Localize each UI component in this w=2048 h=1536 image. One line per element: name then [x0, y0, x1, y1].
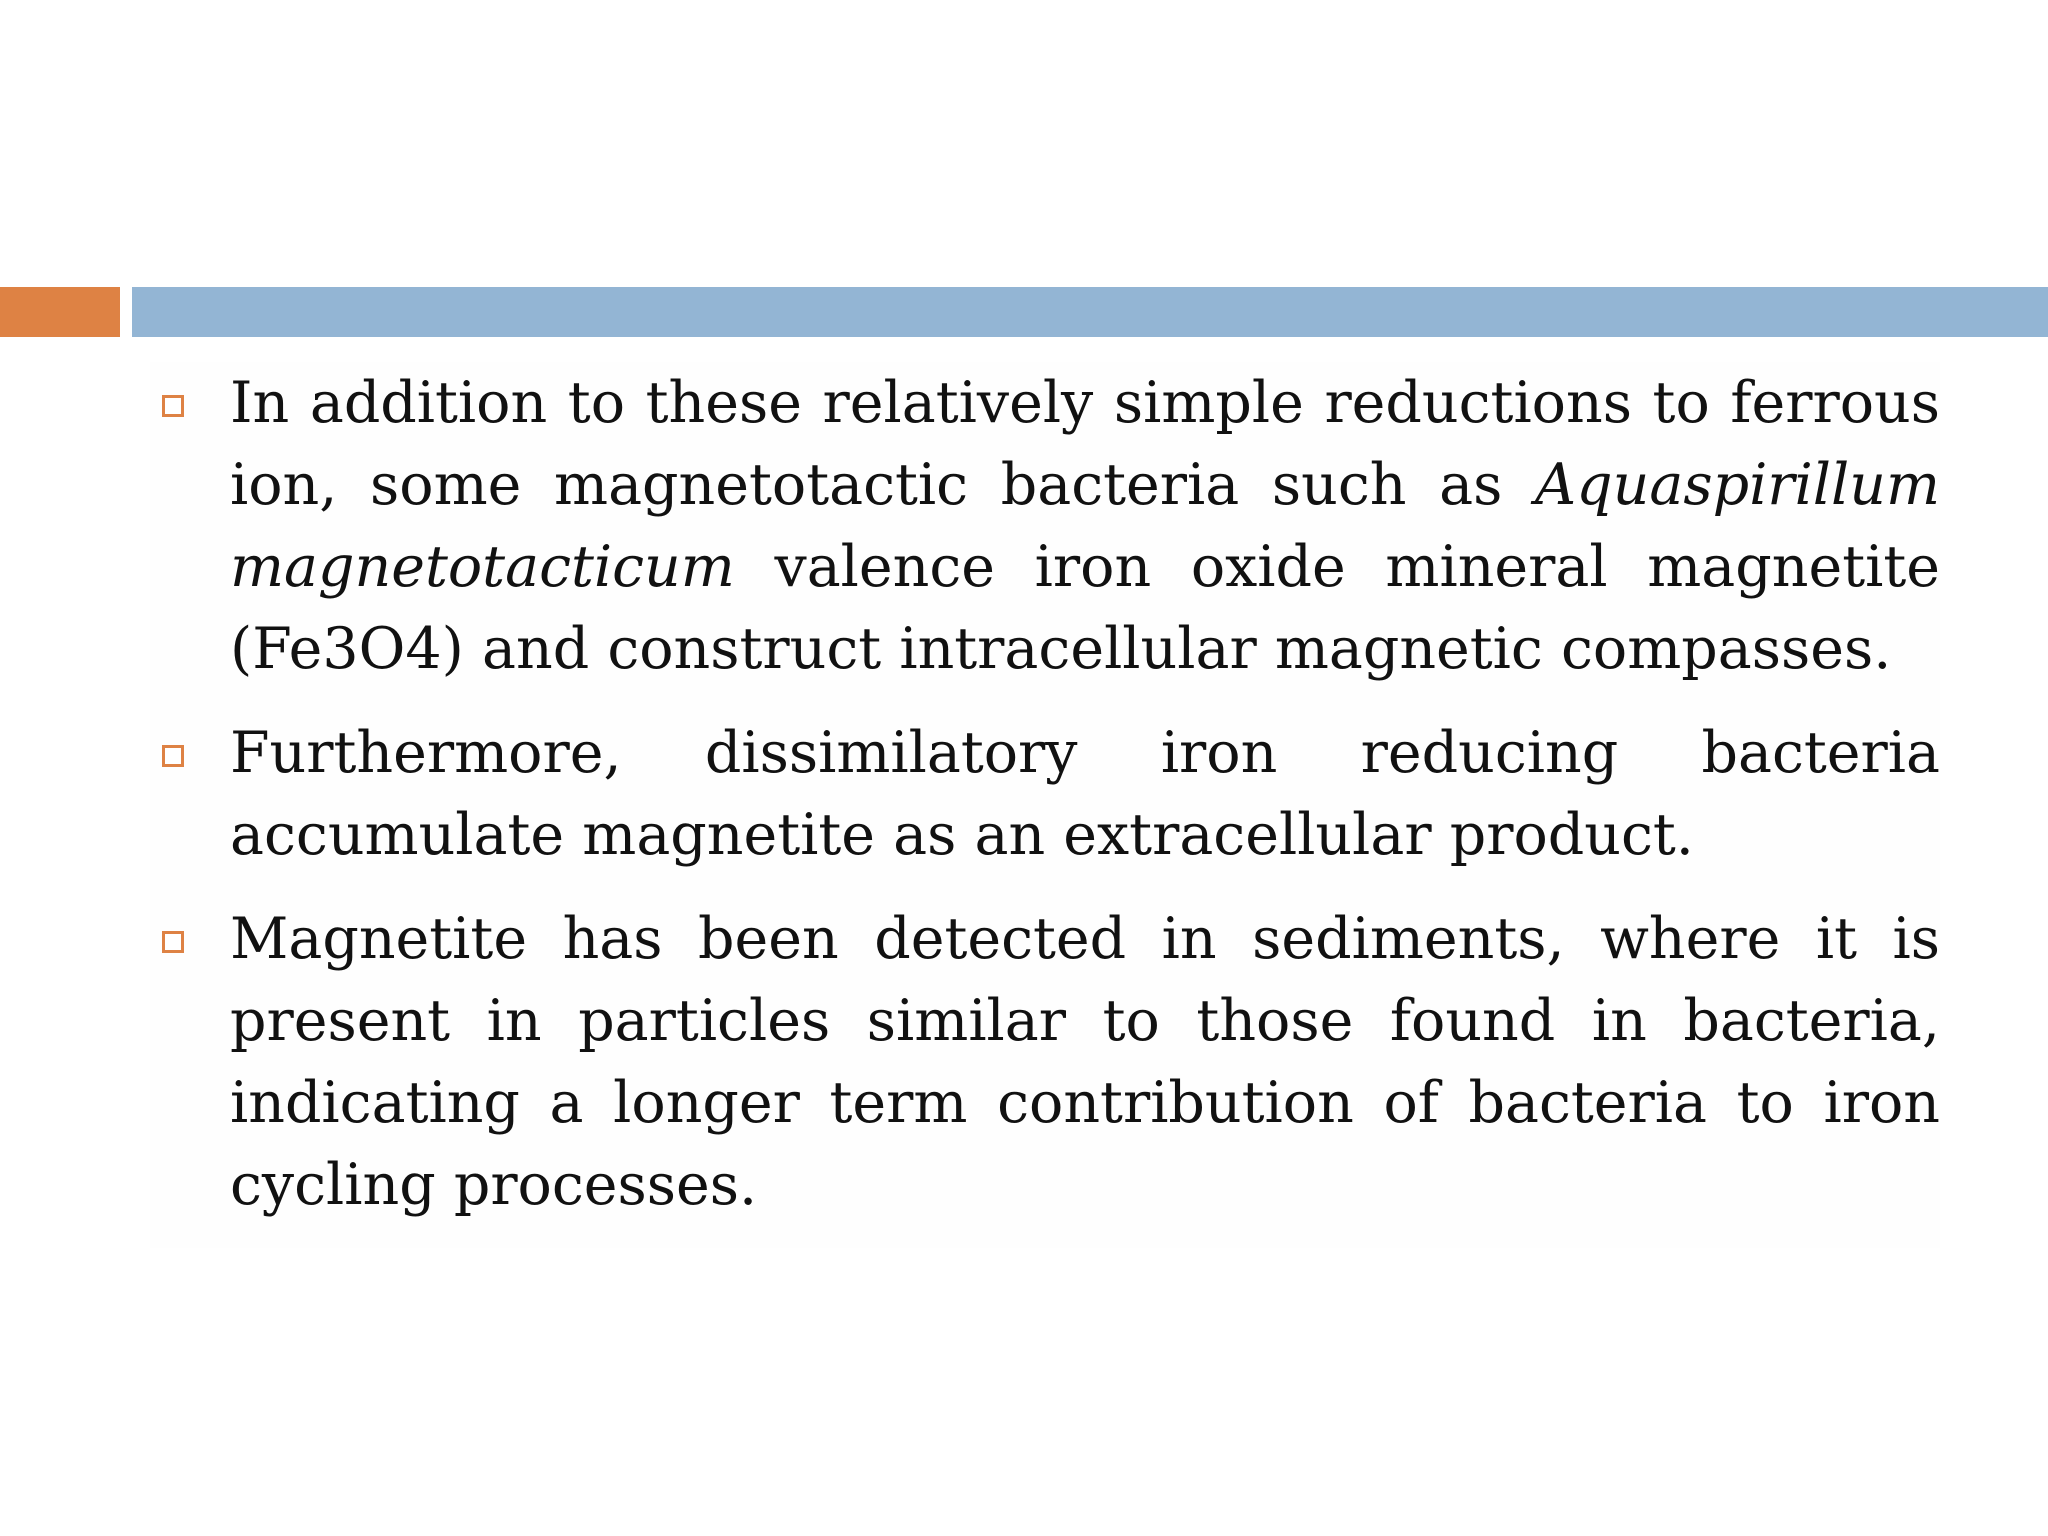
species-name: Aquaspirillum magnetotacticum	[230, 452, 1940, 600]
bullet-text-3: Magnetite has been detected in sediments, where it is present in particles similar to those found in bacteria, indicating a longer term contribution of bacteria to iron cycling processes.	[230, 906, 1940, 1218]
bullet-text-2: Furthermore, dissimilatory iron reducing bacteria accumulate magnetite as an extracellular product.	[230, 720, 1940, 868]
bullet-text-1b: valence iron oxide mineral magnetite (Fe3O4) and construct intracellular magnetic compasses.	[230, 534, 1940, 682]
bullet-item-2	[150, 712, 1940, 876]
hollow-square-icon	[162, 931, 184, 953]
header-bar	[132, 287, 2048, 337]
bullet-text-1a: In addition to these relatively simple reductions to ferrous ion, some magnetotactic bacteria such as	[230, 370, 1940, 518]
accent-bar	[0, 287, 120, 337]
bullet-item-1	[150, 362, 1940, 690]
bullet-item-3	[150, 898, 1940, 1226]
hollow-square-icon	[162, 395, 184, 417]
hollow-square-icon	[162, 745, 184, 767]
bullet-list	[150, 362, 1940, 1248]
